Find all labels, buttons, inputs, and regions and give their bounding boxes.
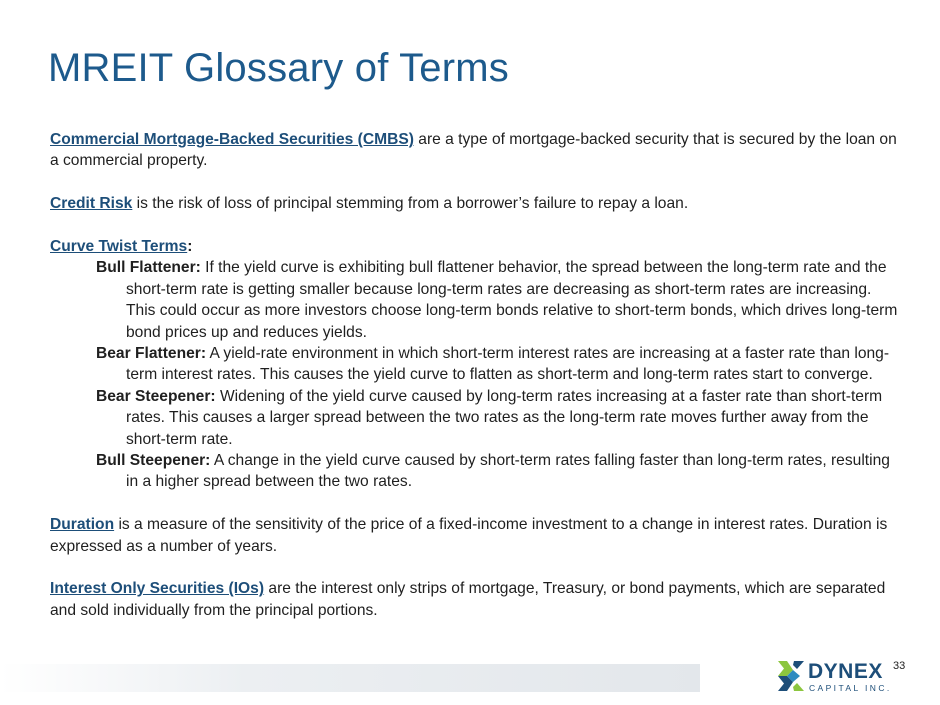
glossary-definition: is a measure of the sensitivity of the price of a fixed-income investment to a change in interest rates. Duration is expressed as a number of years. <box>50 516 888 555</box>
logo-mark-icon <box>778 661 804 691</box>
glossary-entry-credit-risk <box>50 193 900 214</box>
glossary-entry-curve-twist <box>50 236 900 257</box>
glossary-entry-cmbs <box>50 129 900 172</box>
glossary-definition: are a type of mortgage-backed security that is secured by the loan on a commercial property. <box>50 131 897 170</box>
glossary-subdefinition: A yield-rate environment in which short-term interest rates are increasing at a faster rate than long-term interest rates. This causes the yield curve to flatten as short-term and long-term rates start to converge. <box>126 345 890 384</box>
glossary-subterm: Bear Steepener: <box>96 387 216 405</box>
glossary-term: Credit Risk <box>50 195 133 213</box>
glossary-subterm: Bull Flattener: <box>96 259 201 277</box>
glossary-definition: is the risk of loss of principal stemming from a borrower’s failure to repay a loan. <box>132 195 689 213</box>
glossary-entry-ios <box>50 578 900 621</box>
glossary-term: Interest Only Securities (IOs) <box>50 580 265 598</box>
glossary-subdefinition: If the yield curve is exhibiting bull flattener behavior, the spread between the long-term rate and the short-term rate is getting smaller because long-term rates are decreasing as short-term rates are increasing. This could occur as more investors choose long-term bonds relative to short-term bonds, which drives long-term bond prices up and reduces yields. <box>126 259 898 341</box>
glossary-subentry-bull-flattener <box>50 257 900 343</box>
glossary-subentry-bull-steepener <box>50 450 900 493</box>
glossary-definition: are the interest only strips of mortgage, Treasury, or bond payments, which are separated and sold individually from the principal portions. <box>50 580 886 619</box>
footer-band <box>0 664 700 692</box>
glossary-content <box>50 129 900 621</box>
glossary-subdefinition: A change in the yield curve caused by short-term rates falling faster than long-term rates, resulting in a higher spread between the two rates. <box>126 452 890 491</box>
glossary-subdefinition: Widening of the yield curve caused by long-term rates increasing at a faster rate than short-term rates. This causes a larger spread between the two rates as the long-term rate moves further away from the short-term rate. <box>126 387 883 448</box>
glossary-term: Duration <box>50 516 115 534</box>
page-title: MREIT Glossary of Terms <box>48 46 509 90</box>
glossary-subterm: Bull Steepener: <box>96 452 211 470</box>
page-number: 33 <box>893 660 906 672</box>
glossary-subterm: Bear Flattener: <box>96 345 207 363</box>
glossary-term: Commercial Mortgage-Backed Securities (CMBS) <box>50 131 414 148</box>
glossary-entry-duration <box>50 514 900 557</box>
glossary-subentry-bear-steepener <box>50 386 900 450</box>
glossary-term: Curve Twist Terms <box>50 238 188 255</box>
company-logo <box>778 657 898 697</box>
glossary-term-colon: : <box>187 238 193 255</box>
logo-wordmark: DYNEX <box>808 660 883 683</box>
logo-subtitle: CAPITAL INC. <box>809 683 892 693</box>
glossary-subentry-bear-flattener <box>50 343 900 386</box>
